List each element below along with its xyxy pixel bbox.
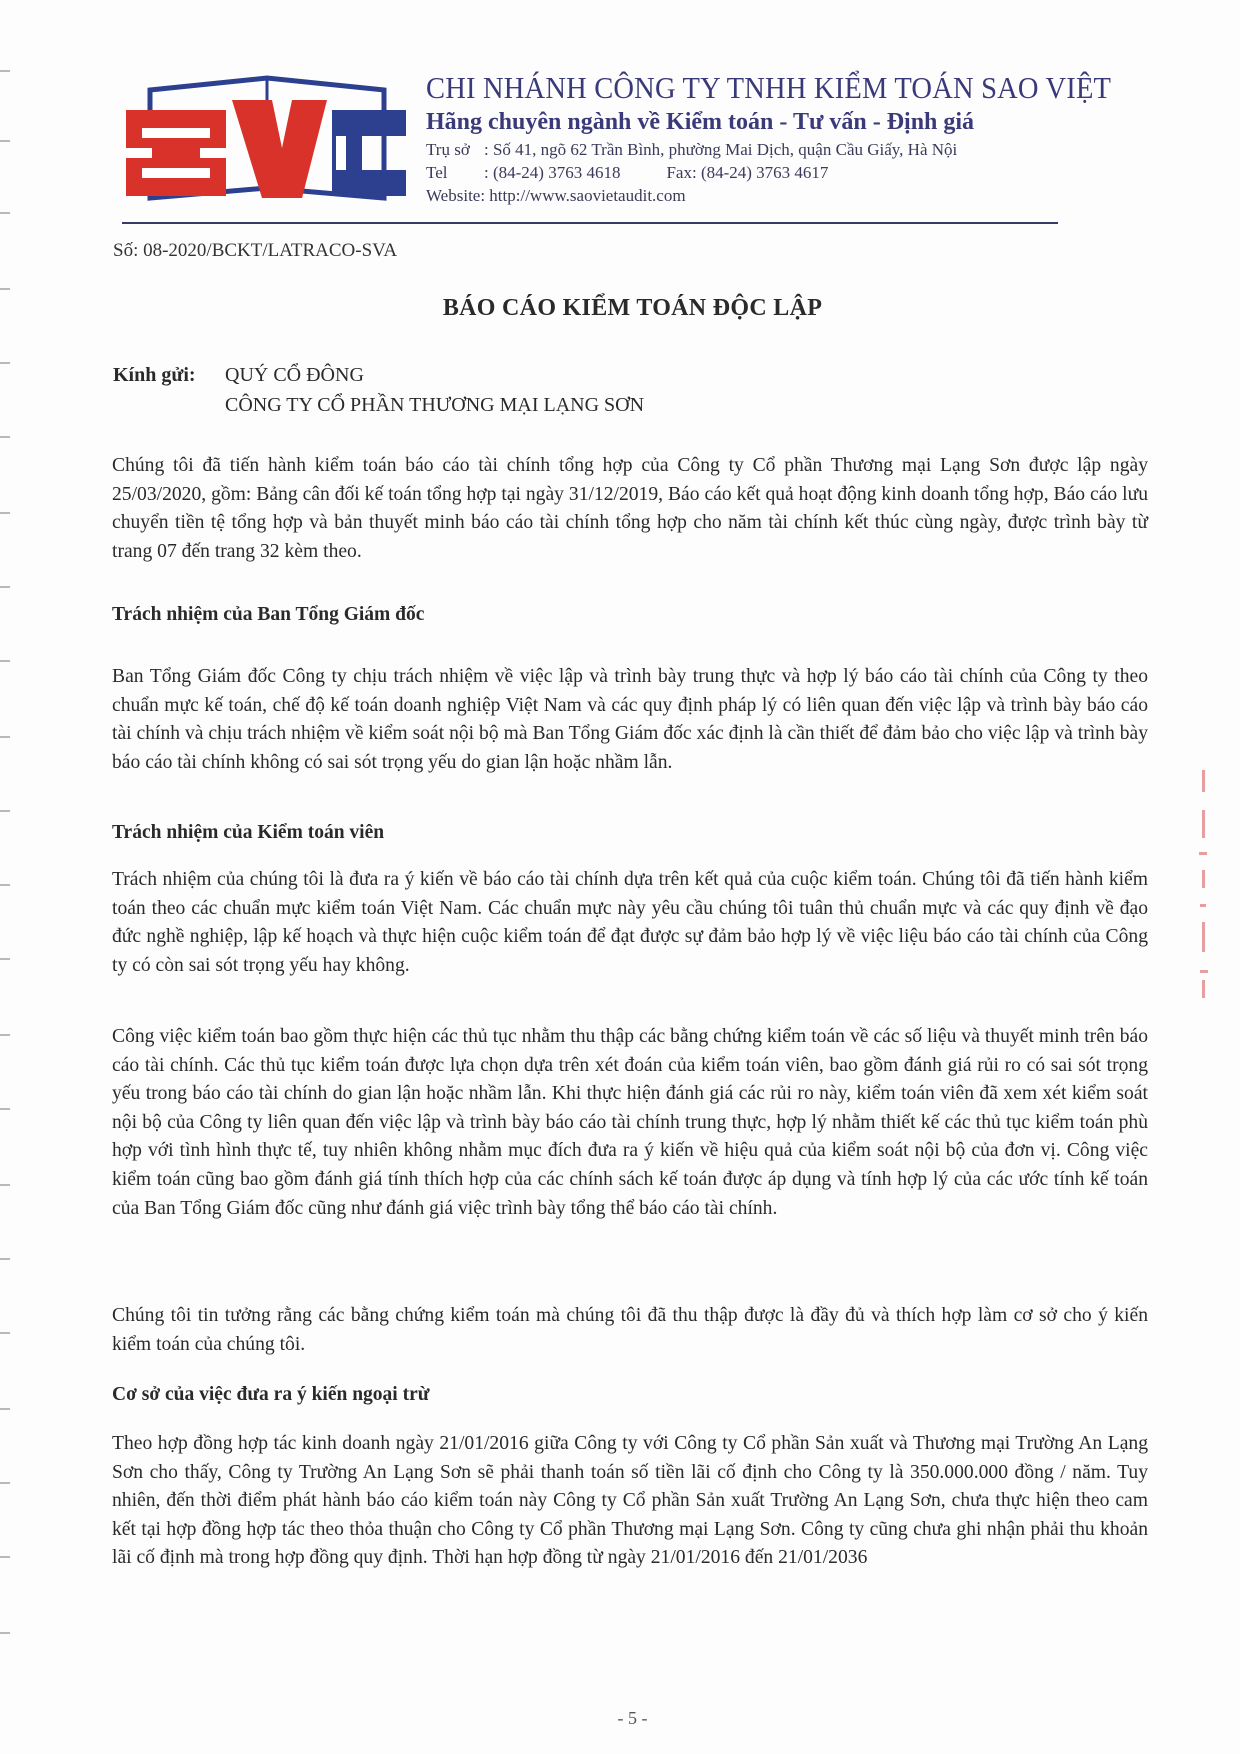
report-title: BÁO CÁO KIỂM TOÁN ĐỘC LẬP bbox=[442, 295, 823, 321]
section-heading-auditor: Trách nhiệm của Kiểm toán viên bbox=[112, 822, 385, 843]
firm-tagline: Hãng chuyên ngành về Kiểm toán - Tư vấn - Định giá bbox=[426, 109, 975, 135]
paragraph-auditor-responsibility: Trách nhiệm của chúng tôi là đưa ra ý kiến về báo cáo tài chính dựa trên kết quả của cuộc kiểm toán. Chúng tôi đã tiến hành kiểm toán theo các chuẩn mực kiểm toán Việt Nam. Các chuẩn mực này yêu cầu chúng tôi tuân thủ chuẩn mực và các quy định về đạo đức nghề nghiệp, lập kế hoạch và thực hiện cuộc kiểm toán để đạt được sự đảm bảo hợp lý về việc liệu báo cáo tài chính của Công ty có còn sai sót trọng yếu hay không. bbox=[112, 869, 1148, 976]
report-reference: Số: 08-2020/BCKT/LATRACO-SVA bbox=[113, 240, 398, 261]
section-heading-management: Trách nhiệm của Ban Tổng Giám đốc bbox=[112, 604, 425, 625]
firm-address-line bbox=[426, 138, 1066, 161]
tel-label: Tel bbox=[426, 163, 448, 182]
addressee-line-1: QUÝ CỔ ĐÔNG bbox=[225, 364, 364, 386]
addressee-block bbox=[113, 360, 644, 420]
firm-address: : Số 41, ngõ 62 Trần Bình, phường Mai Dịch, quận Cầu Giấy, Hà Nội bbox=[484, 140, 958, 159]
page-edge-marks bbox=[0, 0, 14, 1754]
paragraph-audit-work: Công việc kiểm toán bao gồm thực hiện các thủ tục nhằm thu thập các bằng chứng kiểm toán về các số liệu và thuyết minh trên báo cáo tài chính. Các thủ tục kiểm toán được lựa chọn dựa trên xét đoán của kiểm toán viên, bao gồm đánh giá rủi ro có sai sót trọng yếu trong báo cáo tài chính do gian lận hoặc nhầm lẫn. Khi thực hiện đánh giá các rủi ro này, kiểm toán viên đã xem xét kiểm soát nội bộ của Công ty liên quan đến việc lập và trình bày báo cáo tài chính trung thực, hợp lý nhằm thiết kế các thủ tục kiểm toán phù hợp với tình hình thực tế, tuy nhiên không nhằm mục đích đưa ra ý kiến về hiệu quả của kiểm soát nội bộ của đơn vị. Công việc kiểm toán cũng bao gồm đánh giá tính thích hợp của các chính sách kế toán được áp dụng và tính hợp lý của các ước tính kế toán của Ban Tổng Giám đốc cũng như đánh giá việc trình bày tổng thể báo cáo tài chính. bbox=[112, 1026, 1148, 1219]
addressee-line-2: CÔNG TY CỔ PHẦN THƯƠNG MẠI LẠNG SƠN bbox=[225, 394, 645, 416]
paragraph-qualified-basis: Theo hợp đồng hợp tác kinh doanh ngày 21/01/2016 giữa Công ty với Công ty Cổ phần Sản xuất và Thương mại Trường An Lạng Sơn cho thấy, Công ty Trường An Lạng Sơn sẽ phải thanh toán số tiền lãi cố định cho Công ty là 350.000.000 đồng / năm. Tuy nhiên, đến thời điểm phát hành báo cáo kiểm toán này Công ty Cổ phần Sản xuất Trường An Lạng Sơn, chưa thực hiện theo cam kết tại hợp đồng hợp tác theo thỏa thuận cho Công ty Cổ phần Thương mại Lạng Sơn. Công ty cũng chưa ghi nhận phải thu khoản lãi cố định mà trong hợp đồng quy định. Thời hạn hợp đồng từ ngày 21/01/2016 đến 21/01/2036 bbox=[112, 1433, 1148, 1569]
addressee-label: Kính gửi: bbox=[113, 364, 196, 386]
firm-phone-line bbox=[426, 161, 1066, 184]
letterhead bbox=[122, 70, 1112, 220]
page-number: - 5 - bbox=[617, 1708, 648, 1728]
intro-paragraph: Chúng tôi đã tiến hành kiểm toán báo cáo tài chính tổng hợp của Công ty Cổ phần Thương mại Lạng Sơn được lập ngày 25/03/2020, gồm: Bảng cân đối kế toán tổng hợp tại ngày 31/12/2019, Báo cáo kết quả hoạt động kinh doanh tổng hợp, Báo cáo lưu chuyển tiền tệ tổng hợp và bản thuyết minh báo cáo tài chính tổng hợp cho năm tài chính kết thúc cùng ngày, được trình bày từ trang 07 đến trang 32 kèm theo. bbox=[112, 455, 1148, 562]
firm-fax: Fax: (84-24) 3763 4617 bbox=[666, 163, 829, 182]
address-label: Trụ sở bbox=[426, 140, 470, 159]
firm-website: Website: http://www.saovietaudit.com bbox=[426, 186, 686, 205]
paragraph-audit-evidence: Chúng tôi tin tưởng rằng các bằng chứng kiểm toán mà chúng tôi đã thu thập được là đầy đủ và thích hợp làm cơ sở cho ý kiến kiểm toán của chúng tôi. bbox=[112, 1305, 1148, 1355]
header-divider bbox=[122, 222, 1058, 224]
firm-tel: : (84-24) 3763 4618 bbox=[484, 163, 621, 182]
section-heading-qualified-basis: Cơ sở của việc đưa ra ý kiến ngoại trừ bbox=[112, 1384, 430, 1405]
paragraph-management-responsibility: Ban Tổng Giám đốc Công ty chịu trách nhiệm về việc lập và trình bày trung thực và hợp lý báo cáo tài chính của Công ty theo chuẩn mực kế toán, chế độ kế toán doanh nghiệp Việt Nam và các quy định pháp lý có liên quan đến việc lập và trình bày báo cáo tài chính và chịu trách nhiệm về kiểm soát nội bộ mà Ban Tổng Giám đốc xác định là cần thiết để đảm bảo cho việc lập và trình bày báo cáo tài chính không có sai sót trọng yếu do gian lận hoặc nhầm lẫn. bbox=[112, 666, 1148, 773]
svc-logo bbox=[122, 70, 412, 210]
margin-stamp-mark bbox=[1194, 770, 1214, 1000]
firm-name: CHI NHÁNH CÔNG TY TNHH KIỂM TOÁN SAO VIỆT bbox=[426, 70, 1112, 105]
firm-details bbox=[426, 70, 1112, 207]
